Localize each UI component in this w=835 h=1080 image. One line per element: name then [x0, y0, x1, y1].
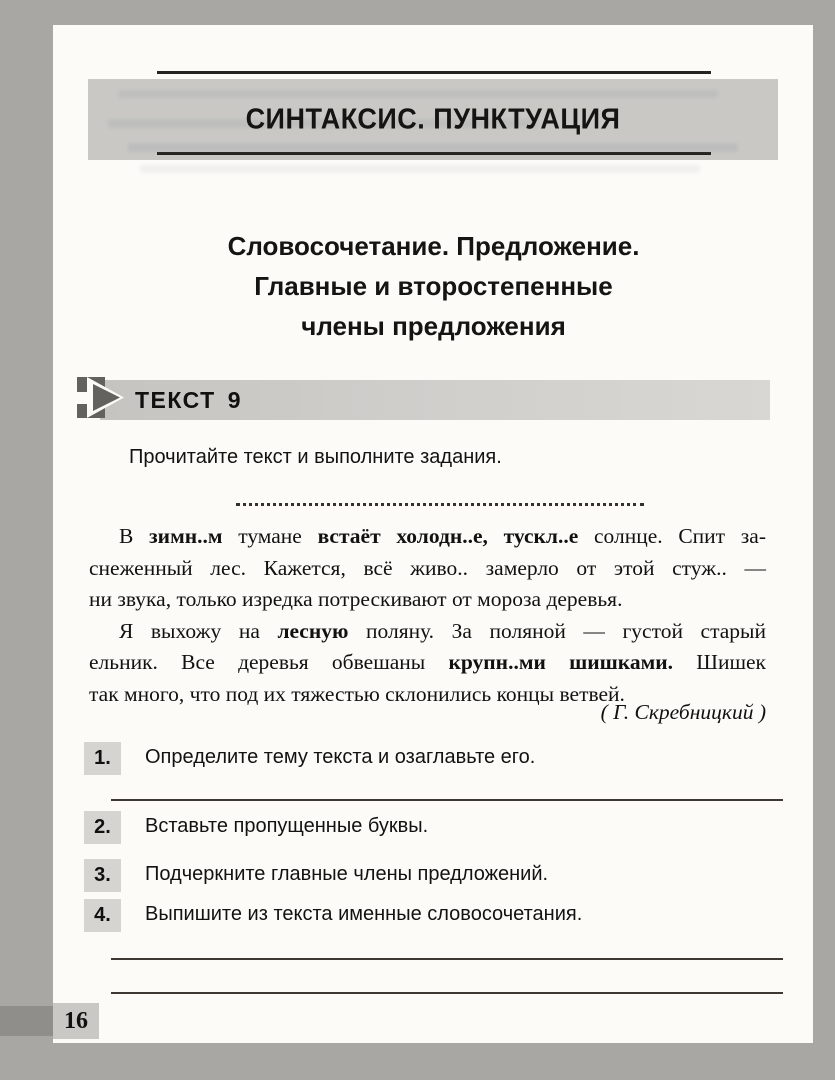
passage-line: снеженный лес. Кажется, всё живо.. замерло от этой стуж.. — [89, 555, 766, 580]
chapter-banner-title: СИНТАКСИС. ПУНКТУАЦИЯ [245, 103, 621, 135]
task-number-badge [84, 899, 121, 932]
chapter-title-line: Главные и второстепенные [254, 271, 613, 301]
bleed-through-ghost [128, 143, 738, 152]
task-number: 2. [94, 816, 111, 838]
chapter-title-line: Словосочетание. Предложение. [227, 231, 640, 261]
banner-rule-top [157, 71, 711, 74]
section-header-bar [100, 380, 770, 420]
task-row-1 [84, 742, 765, 775]
task-number-badge [84, 742, 121, 775]
passage-line: ельник. Все деревья обвешаны крупн..ми шишками. Шишек [89, 650, 766, 675]
answer-line [111, 958, 783, 960]
dotted-separator [236, 490, 644, 506]
task-text: Выпишите из текста именные словосочетания. [145, 903, 583, 925]
task-text: Вставьте пропущенные буквы. [145, 815, 429, 837]
passage-line: так много, что под их тяжестью склонились концы ветвей. [89, 681, 625, 706]
page-number-box [53, 1003, 99, 1039]
passage-line: ни звука, только изредка потрескивают от мороза деревья. [89, 587, 623, 612]
task-text: Подчеркните главные члены предложений. [145, 863, 549, 885]
author-attribution: ( Г. Скребницкий ) [600, 700, 766, 724]
chapter-title [89, 226, 778, 346]
task-row-3 [84, 859, 765, 892]
section-number: 9 [227, 386, 241, 413]
task-number-badge [84, 859, 121, 892]
task-number: 3. [94, 864, 111, 886]
right-arrow-icon [77, 375, 124, 420]
banner-rule-bottom [157, 152, 711, 155]
task-number: 1. [94, 747, 111, 769]
answer-line [111, 992, 783, 994]
passage-text [89, 521, 766, 711]
section-label: ТЕКСТ [135, 386, 216, 413]
chapter-title-line: члены предложения [301, 311, 566, 341]
page-number-edge-strip [0, 1006, 53, 1036]
passage-line: В зимн..м тумане встаёт холодн..е, тускл..е солнце. Спит за- [119, 524, 766, 548]
task-text: Определите тему текста и озаглавьте его. [145, 746, 536, 768]
chapter-banner [88, 79, 778, 160]
instruction-text: Прочитайте текст и выполните задания. [129, 446, 502, 468]
task-number: 4. [94, 904, 111, 926]
task-number-badge [84, 811, 121, 844]
task-row-4 [84, 899, 765, 932]
page-number: 16 [64, 1007, 88, 1034]
bleed-through-ghost [118, 90, 718, 98]
task-row-2 [84, 811, 765, 844]
answer-line [111, 799, 783, 801]
bleed-through-ghost [140, 165, 700, 173]
passage-line: Я выхожу на лесную поляну. За поляной — густой старый [119, 618, 766, 643]
